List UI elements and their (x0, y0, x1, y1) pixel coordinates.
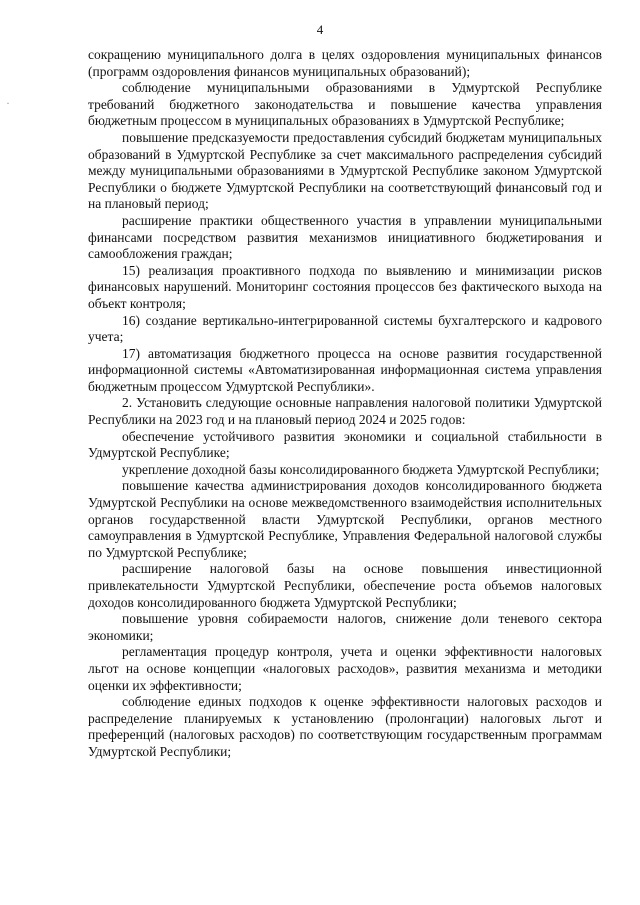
paragraph: сокращению муниципального долга в целях оздоровления муниципальных финансов (программ оздоровления финансов муниципальных образований); (88, 47, 602, 79)
paragraph: соблюдение единых подходов к оценке эффективности налоговых расходов и распределение планируемых к установлению (пролонгации) налоговых льгот и преференций (налоговых расходов) по соответствующим государственным программам Удмуртской Республики; (88, 694, 602, 759)
scan-margin-mark: · (6, 96, 10, 110)
paragraph: 16) создание вертикально-интегрированной системы бухгалтерского и кадрового учета; (88, 312, 602, 345)
paragraph: 15) реализация проактивного подхода по выявлению и минимизации рисков финансовых нарушений. Мониторинг состояния процессов без фактического выхода на объект контроля; (88, 262, 602, 311)
page-number: 4 (316, 22, 324, 37)
paragraph: обеспечение устойчивого развития экономики и социальной стабильности в Удмуртской Республике; (88, 428, 602, 461)
paragraph: расширение практики общественного участия в управлении муниципальными финансами посредством развития механизмов инициативного бюджетирования и самообложения граждан; (88, 212, 602, 262)
paragraph: повышение предсказуемости предоставления субсидий бюджетам муниципальных образований в Удмуртской Республике за счет максимального распределения субсидий между муниципальными образованиями в Удмуртской Республике законом Удмуртской Республики о бюджете Удмуртской Республики на соответствующий финансовый год и на плановый период; (88, 129, 602, 212)
paragraph: расширение налоговой базы на основе повышения инвестиционной привлекательности Удмуртской Республики, обеспечение роста объемов налоговых доходов консолидированного бюджета Удмуртской Республики; (88, 561, 602, 610)
paragraph: повышение качества администрирования доходов консолидированного бюджета Удмуртской Республики на основе межведомственного взаимодействия исполнительных органов государственной власти Удмуртской Республики, органов местного самоуправления в Удмуртской Республике, Управления Федеральной налоговой службы по Удмуртской Республике; (88, 478, 602, 560)
paragraph: 2. Установить следующие основные направления налоговой политики Удмуртской Республики на 2023 год и на плановый период 2024 и 2025 годов: (88, 395, 602, 428)
paragraph: регламентация процедур контроля, учета и оценки эффективности налоговых льгот на основе концепции «налоговых расходов», развития механизма и методики оценки их эффективности; (88, 644, 602, 693)
paragraph: соблюдение муниципальными образованиями в Удмуртской Республике требований бюджетного законодательства и повышение качества управления бюджетным процессом в муниципальных образованиях в Удмуртской Республике; (88, 80, 602, 129)
document-body (88, 47, 602, 761)
paragraph: укрепление доходной базы консолидированного бюджета Удмуртской Республики; (122, 461, 600, 477)
paragraph: 17) автоматизация бюджетного процесса на основе развития государственной информационной системы «Автоматизированная информационная система управления бюджетным процессом Удмуртской Республики». (88, 345, 602, 394)
paragraph: повышение уровня собираемости налогов, снижение доли теневого сектора экономики; (88, 611, 602, 643)
